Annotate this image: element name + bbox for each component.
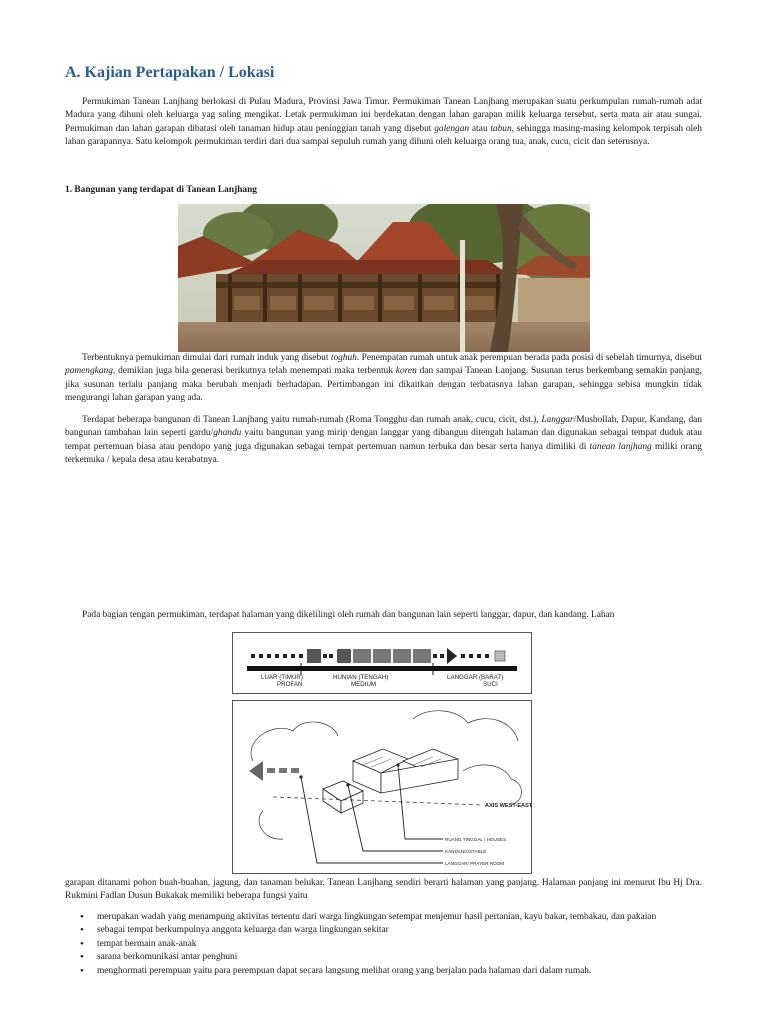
bullet-icon: • (80, 964, 84, 977)
text-run: miliki orang terkemuka / kepala desa atau kerabatnya. (65, 441, 702, 466)
text-run: sehingga masing-masing kelompok terpisah oleh lahan garapannya. Satu kelompok permukiman terdiri dari dua sampai sepuluh rumah yang dihuni oleh keluarga orang tua, anak, cucu, cicit dan seterusnya. (65, 123, 702, 148)
list-item-text: sebagai tempat berkumpulnya anggota keluarga dan warga lingkungan sekitar (97, 925, 389, 936)
site-sketch-diagram (232, 700, 532, 874)
list-item (80, 911, 704, 924)
legend-houses: RUANG TINGGAL / HOUSES (445, 837, 507, 842)
paragraph-toghuh (65, 352, 702, 406)
section-heading: A. Kajian Pertapakan / Lokasi (65, 64, 275, 81)
list-item (80, 924, 704, 937)
text-emphasis: toghuh (330, 353, 357, 363)
zone-label-middle: HUNIAN (TENGAH) (333, 674, 389, 681)
text-run: Permukiman Tanean Lanjhang berlokasi di Pulau Madura, Provinsi Jawa Timur. Permukiman Tanean Lanjhang merupakan suatu perkumpulan rumah-rumah adat Madura yang dihuni oleh keluarga yag saling mengikat. Letak permukiman ini berdekatan dengan lahan garapan milik keluarga tersebut, serta mata air atau sungai. Permukiman dan lahan garapan dibatasi oleh tanaman hidup atau peninggian tanah yang disebut (65, 97, 702, 134)
zone-sub-west: SUCI (483, 681, 498, 688)
paragraph-buildings (65, 414, 702, 468)
list-item (80, 938, 704, 951)
text-run: . Penempatan rumah untuk anak perempuan berada pada posisi di sebelah timurnya, disebut (356, 353, 702, 363)
list-item-text: sarana berkomunikasi antar penghuni (97, 952, 238, 963)
bullet-icon: • (80, 911, 84, 923)
text-run: Terdapat beberapa bangunan di Tanean Lanjhang yaitu rumah-rumah (Roma Tongghu dan rumah anak, cucu, cicit, dst.), (82, 415, 542, 425)
paragraph-location (65, 96, 702, 150)
text-emphasis: ghandu (213, 428, 242, 439)
text-emphasis: tanean lanjhang (589, 441, 652, 452)
list-item-text: merupakan wadah yang menampung aktivitas tertentu dari warga lingkungan setempat menjemur hasil pertanian, kayu bakar, tembakau, dan pakaian (97, 912, 657, 922)
text-emphasis: pamengkang, (65, 366, 116, 377)
zone-label-west: LANGGAR (BARAT) (447, 674, 504, 681)
text-run: Terbentuknya pemukiman dimulai dari rumah induk yang disebut (82, 353, 331, 363)
list-item-text: menghormati perempuan yaitu para perempuan dapat secara langsung melihat orang yang berjalan pada halaman dari dalam rumah. (97, 965, 592, 976)
text-run: demikian juga bila generasi berikutnya telah menempati maka terbentuk (115, 366, 396, 377)
text-emphasis: Langgar (541, 415, 574, 425)
text-emphasis: galengan (434, 123, 470, 134)
bullet-icon: • (80, 924, 84, 937)
legend-prayer-room: LANGGAR/ PRAYER ROOM (445, 861, 505, 866)
zone-sub-middle: MEDIUM (351, 681, 377, 688)
text-run: yaitu bangunan yang mirip dengan langgar yang dibangun ditengah halaman dan digunakan sebagai tempat duduk atau tempat pertemuan biasa atau pendopo yang juga digunakan sebagai tempat pertemuan namun terbuka dan besar serta hanya dimiliki di (65, 428, 702, 452)
zone-sub-outer: PROFAN (277, 681, 303, 688)
paragraph-garden (65, 877, 702, 904)
axis-label: AXIS WEST-EAST (485, 803, 531, 809)
list-item-text: tempat bermain anak-anak (97, 938, 197, 949)
zone-label-outer: LUAR (TIMUR) (261, 674, 303, 681)
text-run: garapan ditanami pohon buah-buahan, jagung, dan tanaman belukar. Tanean Lanjhang sendiri berarti halaman yang panjang. Halaman panjang ini menurut Ibu Hj Dra. Rukmini Fadlan Dusun Bukakak memiliki beberapa fungsi yaitu (65, 878, 702, 902)
functions-list (80, 911, 704, 978)
text-emphasis: koren (395, 366, 417, 377)
bullet-icon: • (80, 951, 84, 964)
text-run: atau (469, 123, 491, 134)
text-run: /Mushollah, Dapur, Kandang, dan bangunan tambahan lain seperti gardu/ (65, 415, 703, 439)
zoning-axis-diagram (232, 632, 532, 694)
subheading-buildings: 1. Bangunan yang terdapat di Tanean Lanjhang (65, 185, 257, 195)
paragraph-courtyard (65, 609, 702, 622)
list-item (80, 951, 704, 964)
text-emphasis: tabun, (490, 123, 515, 134)
legend-stable: KANDANG/STABLE (445, 849, 487, 854)
house-photo (178, 204, 590, 352)
text-run: Pada bagian tengan permukiman, terdapat halaman yang dikelilingi oleh rumah dan bangunan lain seperti langgar, dapur, dan kandang. Lahan (82, 610, 615, 620)
text-run: dan sampai Tanean Lanjang. Susunan terus berkembang semakin panjang, jika susunan terlalu panjang maka berubah menjadi berhadapan. Pertimbangan ini dikaitkan dengan terbatasnya lahan garapan, sehingga sebisa mungkin tidak mengurangi lahan garapan yang ada. (65, 366, 702, 404)
bullet-icon: • (80, 937, 84, 950)
list-item (80, 965, 704, 978)
